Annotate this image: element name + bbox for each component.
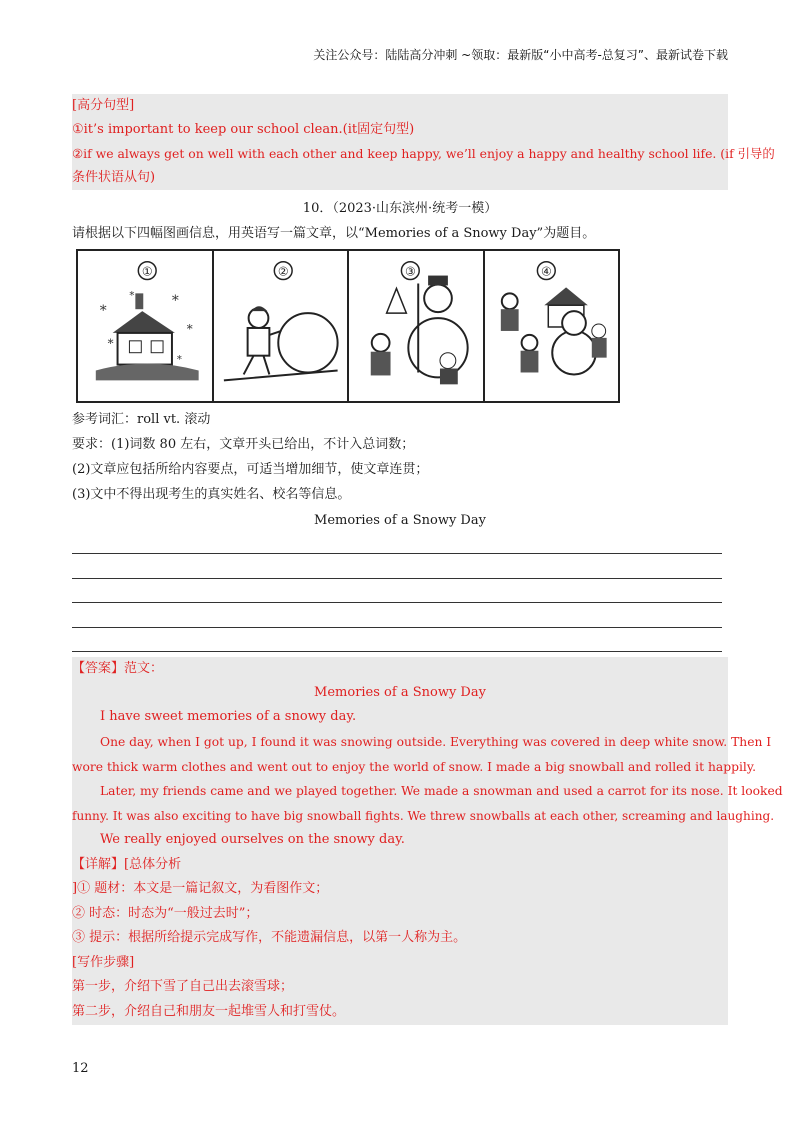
page-number: 12	[72, 1061, 89, 1076]
explain-line-2: ② 时态：时态为“一般过去时”；	[72, 906, 259, 921]
answer-label: 【答案】范文：	[72, 661, 164, 676]
step-1: 第一步，介绍下雪了自己出去滚雪球；	[72, 979, 294, 994]
explain-line-1: ]① 题材：本文是一篇记叙文，为看图作文；	[72, 881, 329, 896]
picture-strip	[76, 249, 620, 403]
picture-label-2: ②	[277, 264, 289, 279]
requirement-1: 要求：(1)词数 80 左右，文章开头已给出，不计入总词数；	[72, 437, 415, 452]
svg-text:*: *	[186, 321, 193, 336]
writing-line-4[interactable]	[72, 627, 722, 628]
answer-paragraph-3a: Later, my friends came and we played together. We made a snowman and used a carrot for its nose. It looked	[100, 784, 783, 798]
vocab-hint: 参考词汇：roll vt. 滚动	[72, 412, 211, 427]
picture-snowball-fight	[485, 251, 619, 401]
high-score-title: [高分句型]	[72, 98, 135, 113]
svg-text:*: *	[129, 290, 135, 302]
explain-line-3: ③ 提示：根据所给提示完成写作，不能遗漏信息，以第一人称为主。	[72, 930, 467, 945]
answer-paragraph-4: We really enjoyed ourselves on the snowy day.	[100, 832, 405, 847]
svg-text:*: *	[107, 336, 114, 351]
writing-line-5[interactable]	[72, 651, 722, 652]
picture-label-1: ①	[141, 264, 153, 279]
picture-snowball	[214, 251, 350, 401]
high-score-sentence-2b: 条件状语从句)	[72, 170, 156, 185]
picture-house	[78, 251, 214, 401]
high-score-box	[72, 94, 775, 190]
steps-title: [写作步骤]	[72, 955, 135, 970]
writing-line-3[interactable]	[72, 602, 722, 603]
answer-paragraph-2b: wore thick warm clothes and went out to enjoy the world of snow. I made a big snowball and rolled it happily.	[72, 760, 757, 774]
answer-paragraph-1: I have sweet memories of a snowy day.	[100, 709, 357, 724]
essay-title: Memories of a Snowy Day	[314, 513, 486, 528]
writing-line-2[interactable]	[72, 578, 722, 579]
answer-title: Memories of a Snowy Day	[314, 685, 486, 700]
svg-text:*: *	[171, 293, 179, 310]
high-score-sentence-1: ①it’s important to keep our school clean.(it固定句型)	[72, 122, 415, 137]
answer-paragraph-2a: One day, when I got up, I found it was snowing outside. Everything was covered in deep white snow. Then I	[100, 735, 772, 749]
svg-text:*: *	[176, 354, 182, 366]
page-header: 关注公众号：陆陆高分冲刺 ~领取：最新版“小中高考-总复习”、最新试卷下载	[313, 48, 728, 62]
step-2: 第二步，介绍自己和朋友一起堆雪人和打雪仗。	[72, 1004, 346, 1019]
requirement-2: (2)文章应包括所给内容要点，可适当增加细节，使文章连贯；	[72, 462, 429, 477]
question-prompt: 请根据以下四幅图画信息，用英语写一篇文章，以“Memories of a Snowy Day”为题目。	[72, 226, 596, 241]
question-number: 10．（2023·山东滨州·统考一模）	[302, 201, 498, 216]
picture-snowman	[349, 251, 485, 401]
svg-text:*: *	[99, 303, 107, 320]
picture-label-4: ④	[540, 264, 552, 279]
requirement-3: (3)文中不得出现考生的真实姓名、校名等信息。	[72, 487, 351, 502]
writing-line-1[interactable]	[72, 553, 722, 554]
high-score-sentence-2a: ②if we always get on well with each other and keep happy, we’ll enjoy a happy and healthy school life. (if 引导的	[72, 146, 775, 161]
picture-label-3: ③	[404, 264, 416, 279]
answer-box	[72, 657, 783, 1025]
answer-paragraph-3b: funny. It was also exciting to have big snowball fights. We threw snowballs at each other, screaming and laughing.	[72, 809, 775, 823]
explain-label: 【详解】[总体分析	[72, 857, 182, 872]
